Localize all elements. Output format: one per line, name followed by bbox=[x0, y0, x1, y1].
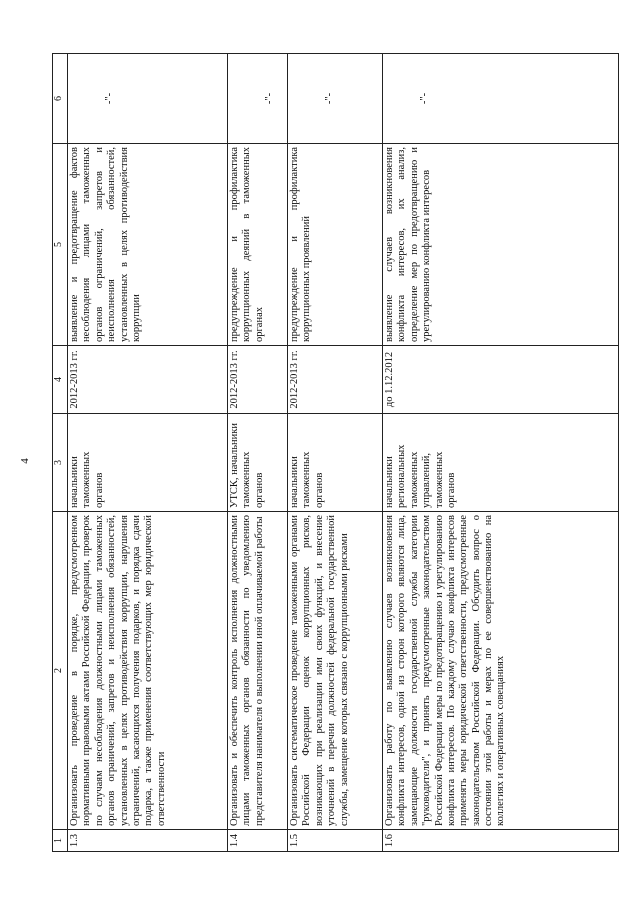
ditto-mark: -"- bbox=[383, 54, 619, 144]
responsible-text: начальники региональных таможенных управлений, таможенных органов bbox=[383, 414, 619, 512]
rotated-page-content bbox=[52, 54, 619, 852]
table-row bbox=[68, 54, 228, 852]
result-text: предупреждение и профилактика коррупционных проявлений bbox=[288, 144, 383, 346]
table-row bbox=[228, 54, 288, 852]
header-col-1: 1 bbox=[53, 830, 68, 852]
measures-table bbox=[52, 53, 619, 852]
header-col-3: 3 bbox=[53, 414, 68, 512]
result-text: выявление и предотвращение фактов несоблюдения лицами таможенных органов ограничений, запретов и неисполнения обязанностей, установленных в целях противодействия коррупции bbox=[68, 144, 228, 346]
header-col-6: 6 bbox=[53, 54, 68, 144]
ditto-mark: -"- bbox=[68, 54, 228, 144]
row-number: 1.5 bbox=[288, 830, 383, 852]
period-text: до 1.12.2012 bbox=[383, 346, 619, 414]
responsible-text: УТСК, начальники таможенных органов bbox=[228, 414, 288, 512]
measure-text: Организовать и обеспечить контроль исполнения должностными лицами таможенных органов обязанности по уведомлению представителя нанимателя о выполнении иной оплачиваемой работы bbox=[228, 512, 288, 830]
row-number: 1.3 bbox=[68, 830, 228, 852]
responsible-text: начальники таможенных органов bbox=[288, 414, 383, 512]
header-col-2: 2 bbox=[53, 512, 68, 830]
row-number: 1.4 bbox=[228, 830, 288, 852]
period-text: 2012-2013 гг. bbox=[228, 346, 288, 414]
page-number: 4 bbox=[19, 458, 31, 464]
measure-text: Организовать систематическое проведение таможенными органами Российской Федерации оценок коррупционных рисков, возникающих при реализации ими своих функций, и внесение уточнений в перечни должностей федеральной государственной службы, замещение которых связано с коррупционными рисками bbox=[288, 512, 383, 830]
ditto-mark: -"- bbox=[288, 54, 383, 144]
measure-text: Организовать проведение в порядке, предусмотренном нормативными правовыми актами Российской Федерации, проверок по случаям несоблюдения должностными лицами таможенных органов ограничений, запретов и неисполнения обязанностей, установленных в целях противодействия коррупции, нарушения ограничений, касающихся получения подарков, и порядка сдачи подарка, а также применения соответствующих мер юридической ответственности bbox=[68, 512, 228, 830]
period-text: 2012-2013 гг. bbox=[288, 346, 383, 414]
measure-text: Организовать работу по выявлению случаев возникновения конфликта интересов, одной из сторон которого являются лица, замещающие должности государственной службы категории "руководители", и принять предусмотренные законодательством Российской Федерации меры по предотвращению и урегулированию конфликта интересов. По каждому случаю конфликта интересов применять меры юридической ответственности, предусмотренные законодательством Российской Федерации. Обсудить вопрос о состоянии этой работы и мерах по ее совершенствованию на коллегиях и оперативных совещаниях bbox=[383, 512, 619, 830]
header-col-5: 5 bbox=[53, 144, 68, 346]
table-row bbox=[383, 54, 619, 852]
result-text: предупреждение и профилактика коррупционных деяний в таможенных органах bbox=[228, 144, 288, 346]
table-row bbox=[288, 54, 383, 852]
result-text: выявление случаев возникновения конфликта интересов, их анализ, определение мер по предотвращению и урегулированию конфликта интересов bbox=[383, 144, 619, 346]
table-header-row bbox=[53, 54, 68, 852]
ditto-mark: -"- bbox=[228, 54, 288, 144]
header-col-4: 4 bbox=[53, 346, 68, 414]
responsible-text: начальники таможенных органов bbox=[68, 414, 228, 512]
period-text: 2012-2013 гг. bbox=[68, 346, 228, 414]
row-number: 1.6 bbox=[383, 830, 619, 852]
